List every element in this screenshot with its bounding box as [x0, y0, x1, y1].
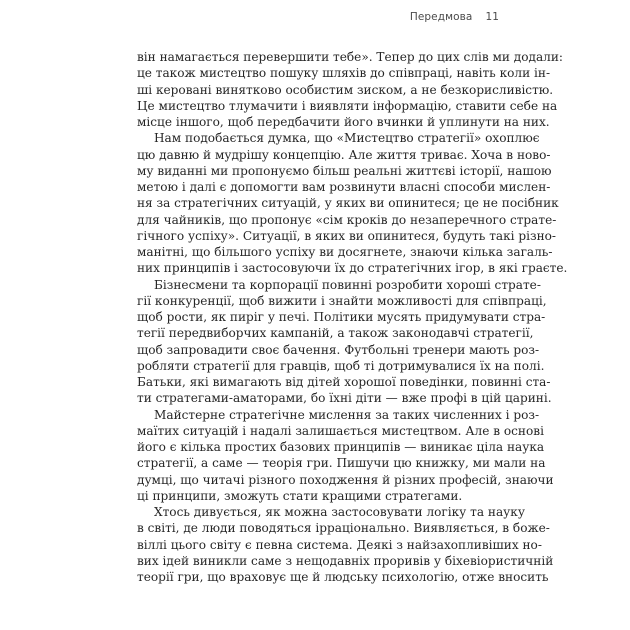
- paragraph: [137, 130, 568, 276]
- text-line: в світі, де люди поводяться ірраціонально. Виявляється, в боже-: [137, 521, 550, 536]
- text-line: Майстерне стратегічне мислення за таких численних і роз-: [154, 407, 540, 422]
- text-line: для чайників, що пропонує «сім кроків до незаперечного страте-: [137, 212, 557, 227]
- text-line: ти стратегами-аматорами, бо їхні діти — вже профі в цій царині.: [137, 391, 552, 406]
- text-line: вих ідей виникли саме з нещодавніх проривів у біхевіористичній: [137, 553, 554, 568]
- text-line: щоб запровадити своє бачення. Футбольні тренери мають роз-: [137, 342, 540, 357]
- text-line: теорії гри, що враховує ще й людську психологію, отже вносить: [137, 570, 549, 584]
- text-line: робляти стратегії для гравців, щоб ті дотримувалися їх на полі.: [137, 358, 545, 373]
- text-line: Нам подобається думка, що «Мистецтво стратегії» охоплює: [154, 131, 540, 146]
- text-line: манітні, що більшого успіху ви досягнете, знаючи кілька загаль-: [137, 245, 553, 259]
- text-line: гії конкуренції, щоб вижити і знайти можливості для співпраці,: [137, 293, 547, 308]
- text-line: думці, що читачі різного походження й різних професій, знаючи: [137, 472, 554, 487]
- text-line: ші керовані винятково особистим зиском, а не безкорисливістю.: [137, 82, 554, 97]
- text-line: ці принципи, зможуть стати кращими стратегами.: [137, 488, 463, 503]
- page-number: 11: [485, 11, 499, 23]
- text-line: віллі цього світу є певна система. Деякі з найзахопливіших но-: [137, 537, 542, 552]
- text-line: гічного успіху». Ситуації, в яких ви опинитеся, будуть такі різно-: [137, 228, 556, 243]
- text-line: Хтось дивується, як можна застосовувати логіку та науку: [154, 505, 525, 519]
- text-line: маїтих ситуацій і надалі залишається мистецтвом. Але в основі: [137, 423, 544, 438]
- text-line: Це мистецтво тлумачити і виявляти інформацію, ставити себе на: [137, 98, 558, 113]
- text-line: Бізнесмени та корпорації повинні розробити хороші страте-: [154, 277, 541, 292]
- text-line: він намагається перевершити тебе». Тепер до цих слів ми додали:: [137, 50, 563, 64]
- text-line: його є кілька простих базових принципів — виникає ціла наука: [137, 440, 545, 454]
- text-line: місце іншого, щоб передбачити його вчинки й уплинути на них.: [137, 115, 550, 129]
- text-line: щоб рости, як пиріг у печі. Політики мусять придумувати стра-: [137, 310, 546, 324]
- paragraph: [137, 504, 554, 585]
- paragraph: [137, 277, 552, 407]
- text-line: цю давню й мудрішу концепцію. Але життя триває. Хоча в ново-: [137, 147, 551, 162]
- text-line: тегії передвиборчих кампаній, а також законодавчі стратегії,: [137, 326, 534, 341]
- text-line: це також мистецтво пошуку шляхів до співпраці, навіть коли ін-: [137, 66, 551, 81]
- running-head-section-title: Передмова: [409, 11, 473, 23]
- text-line: стратегії, а саме — теорія гри. Пишучи цю книжку, ми мали на: [137, 456, 546, 471]
- text-line: му виданні ми пропонуємо більш реальні життєві історії, нашою: [137, 163, 552, 178]
- text-line: ня за стратегічних ситуацій, у яких ви опинитеся; це не посібник: [137, 196, 559, 211]
- body-text: [137, 49, 568, 585]
- text-line: Батьки, які вимагають від дітей хорошої поведінки, повинні ста-: [137, 375, 551, 389]
- text-line: них принципів і застосовуючи їх до стратегічних ігор, в які граєте.: [137, 261, 568, 276]
- paragraph: [137, 49, 563, 130]
- text-line: метою і далі є допомогти вам розвинути власні способи мислен-: [137, 180, 551, 194]
- running-head: [137, 11, 499, 23]
- paragraph: [137, 407, 554, 505]
